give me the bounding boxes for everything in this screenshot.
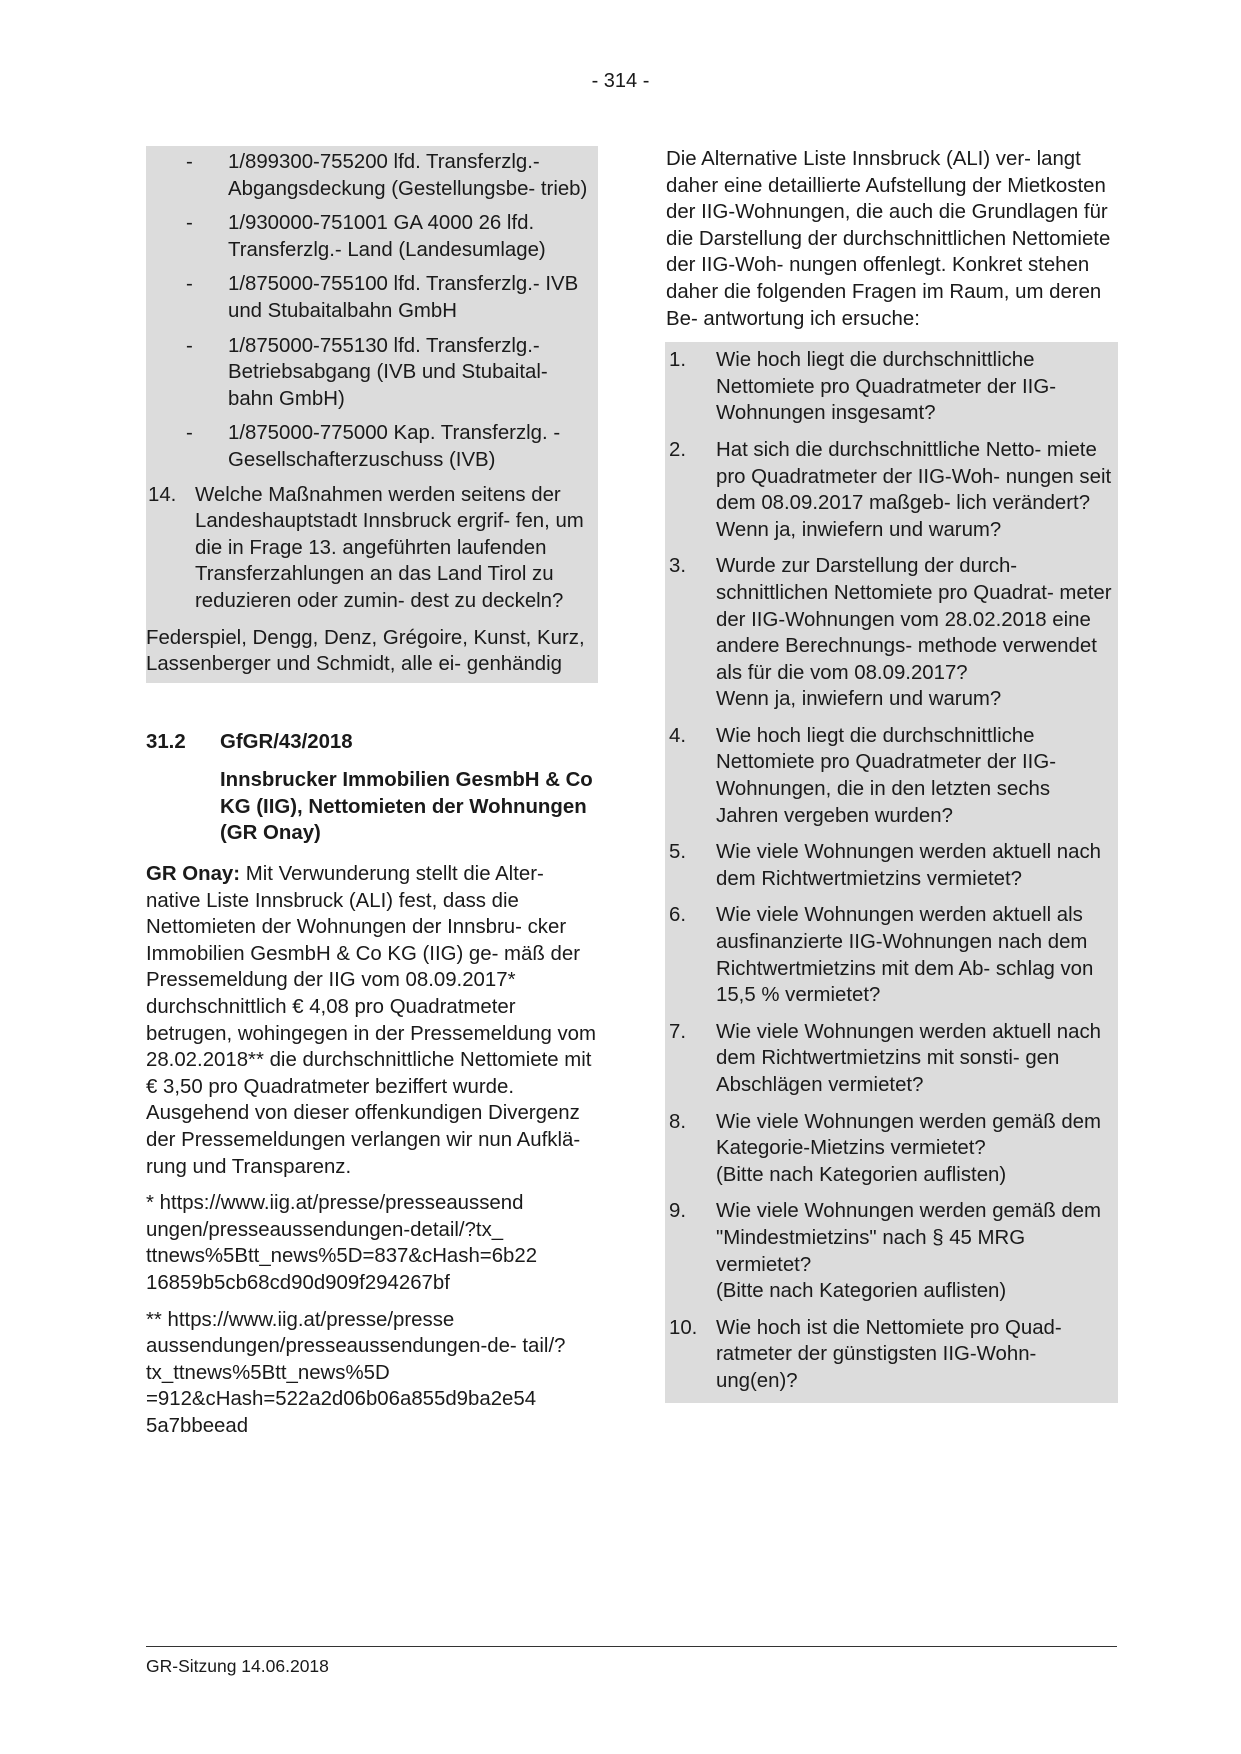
question-2 xyxy=(665,437,1118,543)
question-text: Welche Maßnahmen werden seitens der Landeshauptstadt Innsbruck ergrif- fen, um die in Frage 13. angeführten laufenden Transferzahlungen an das Land Tirol zu reduzieren oder zumin- dest zu deckeln? xyxy=(195,483,584,612)
question-number: 4. xyxy=(669,724,687,747)
right-column xyxy=(666,146,1118,1403)
question-text xyxy=(716,1198,1118,1304)
dash-bullet: - xyxy=(186,273,193,296)
intro-paragraph: Die Alternative Liste Innsbruck (ALI) ver- langt daher eine detaillierte Aufstellung der Mietkosten der IIG-Wohnungen, die auch die Grundlagen für die Darstellung der durchschnittlichen Nettomiete der IIG-Woh- nungen offenlegt. Konkret stehen daher die folgenden Fragen im Raum, um deren Be- antwortung ich ersuche: xyxy=(666,148,1111,330)
question-4 xyxy=(665,723,1118,829)
question-main: Hat sich die durchschnittliche Netto- miete pro Quadratmeter der IIG-Woh- nungen seit dem 08.09.2017 maßgeb- lich verändert? xyxy=(716,438,1112,515)
list-item xyxy=(186,149,598,202)
section-code: GfGR/43/2018 xyxy=(220,730,353,753)
list-item xyxy=(186,333,598,413)
list-item xyxy=(186,210,598,263)
question-followup: Wenn ja, inwiefern und warum? xyxy=(716,688,1002,711)
question-number: 2. xyxy=(669,438,687,461)
question-text xyxy=(716,553,1118,713)
dash-bullet: - xyxy=(186,422,193,445)
question-number: 1. xyxy=(669,349,687,372)
question-1 xyxy=(665,347,1118,427)
question-number: 3. xyxy=(669,555,687,578)
question-text: Wie hoch liegt die durchschnittliche Nettomiete pro Quadratmeter der IIG- Wohnungen, die in den letzten sechs Jahren vergeben wurden? xyxy=(716,724,1056,827)
question-text: Wie hoch liegt die durchschnittliche Nettomiete pro Quadratmeter der IIG- Wohnungen insgesamt? xyxy=(716,349,1056,425)
dash-bullet: - xyxy=(186,151,193,173)
question-14 xyxy=(146,482,598,615)
question-number: 8. xyxy=(669,1110,687,1133)
list-item xyxy=(186,420,598,473)
shaded-block-left xyxy=(146,146,598,683)
page-number: - 314 - xyxy=(591,70,650,92)
left-column xyxy=(146,146,598,1450)
question-main: Wie viele Wohnungen werden gemäß dem "Mindestmietzins" nach § 45 MRG vermietet? xyxy=(716,1200,1101,1276)
question-5 xyxy=(665,839,1118,892)
footer-text: GR-Sitzung 14.06.2018 xyxy=(146,1656,329,1676)
question-7 xyxy=(665,1019,1118,1099)
list-item-text: 1/899300-755200 lfd. Transferzlg.- Abgangsdeckung (Gestellungsbe- trieb) xyxy=(228,151,588,200)
question-followup: (Bitte nach Kategorien auflisten) xyxy=(716,1163,1007,1186)
question-main: Wurde zur Darstellung der durch- schnittlichen Nettomiete pro Quadrat- meter der IIG-Wohnungen vom 28.02.2018 eine andere Berechnungs- methode verwendet als für die vom 08.09.2017? xyxy=(716,555,1112,684)
question-number: 14. xyxy=(148,483,177,506)
list-item-text: 1/875000-775000 Kap. Transferzlg. - Gesellschafterzuschuss (IVB) xyxy=(228,422,561,471)
question-10 xyxy=(665,1315,1118,1395)
footer-divider xyxy=(146,1646,1117,1647)
question-text: Wie viele Wohnungen werden aktuell als ausfinanzierte IIG-Wohnungen nach dem Richtwertmietzins mit dem Ab- schlag von 15,5 % vermietet? xyxy=(716,904,1094,1007)
section-number: 31.2 xyxy=(146,730,186,753)
shaded-block-right xyxy=(665,342,1118,1402)
question-number: 10. xyxy=(669,1316,698,1339)
question-number: 7. xyxy=(669,1020,687,1043)
dash-bullet: - xyxy=(186,334,193,357)
question-main: Wie viele Wohnungen werden gemäß dem Kategorie-Mietzins vermietet? xyxy=(716,1110,1101,1160)
dash-bullet: - xyxy=(186,212,193,235)
speech-text: Mit Verwunderung stellt die Alter- native Liste Innsbruck (ALI) fest, dass die Nettomieten der Wohnungen der Innsbru- cker Immobilien GesmbH & Co KG (IIG) ge- mäß der Pressemeldung der IIG vom 08.09.2017* durchschnittlich € 4,08 pro Quadratmeter betrugen, wohingegen in der Pressemeldung vom 28.02.2018** die durchschnittliche Nettomiete mit € 3,50 pro Quadratmeter beziffert wurde. Ausgehend von dieser offenkundigen Divergenz der Pressemeldungen verlangen wir nun Aufklä- rung und Transparenz. xyxy=(146,863,597,1178)
question-followup: Wenn ja, inwiefern und warum? xyxy=(716,518,1002,541)
footnote-1: * https://www.iig.at/presse/presseaussend ungen/presseaussendungen-detail/?tx_ ttnews%5Btt_news%5D=837&cHash=6b22 16859b5cb68cd90d909f294267bf xyxy=(146,1192,538,1294)
question-text: Wie viele Wohnungen werden aktuell nach dem Richtwertmietzins mit sonsti- gen Abschlägen vermietet? xyxy=(716,1020,1102,1096)
question-6 xyxy=(665,902,1118,1008)
list-item-text: 1/930000-751001 GA 4000 26 lfd. Transferzlg.- Land (Landesumlage) xyxy=(228,212,546,261)
question-number: 5. xyxy=(669,841,687,864)
question-8 xyxy=(665,1109,1118,1189)
question-number: 9. xyxy=(669,1200,687,1223)
section-heading xyxy=(146,729,598,756)
question-9 xyxy=(665,1198,1118,1304)
list-item xyxy=(186,271,598,324)
list-item-text: 1/875000-755130 lfd. Transferzlg.- Betriebsabgang (IVB und Stubaital- bahn GmbH) xyxy=(228,334,548,410)
section-title: Innsbrucker Immobilien GesmbH & Co KG (IIG), Nettomieten der Wohnungen (GR Onay) xyxy=(220,769,593,845)
speaker-name: GR Onay: xyxy=(146,863,241,886)
speech-paragraph xyxy=(146,861,598,1180)
signatories: Federspiel, Dengg, Denz, Grégoire, Kunst, Kurz, Lassenberger und Schmidt, alle ei- genhändig xyxy=(146,626,585,676)
list-item-text: 1/875000-755100 lfd. Transferzlg.- IVB und Stubaitalbahn GmbH xyxy=(228,273,579,322)
footnote-2: ** https://www.iig.at/presse/presse aussendungen/presseaussendungen-de- tail/?tx_ttnews%5Btt_news%5D =912&cHash=522a2d06b06a855d9ba2e54 5a7bbeead xyxy=(146,1308,566,1437)
question-text: Wie hoch ist die Nettomiete pro Quad- ratmeter der günstigsten IIG-Wohn- ung(en)? xyxy=(716,1316,1062,1392)
question-text xyxy=(716,437,1118,543)
question-text: Wie viele Wohnungen werden aktuell nach dem Richtwertmietzins vermietet? xyxy=(716,841,1102,890)
question-3 xyxy=(665,553,1118,713)
question-followup: (Bitte nach Kategorien auflisten) xyxy=(716,1280,1007,1303)
question-text xyxy=(716,1109,1118,1189)
question-number: 6. xyxy=(669,904,687,927)
